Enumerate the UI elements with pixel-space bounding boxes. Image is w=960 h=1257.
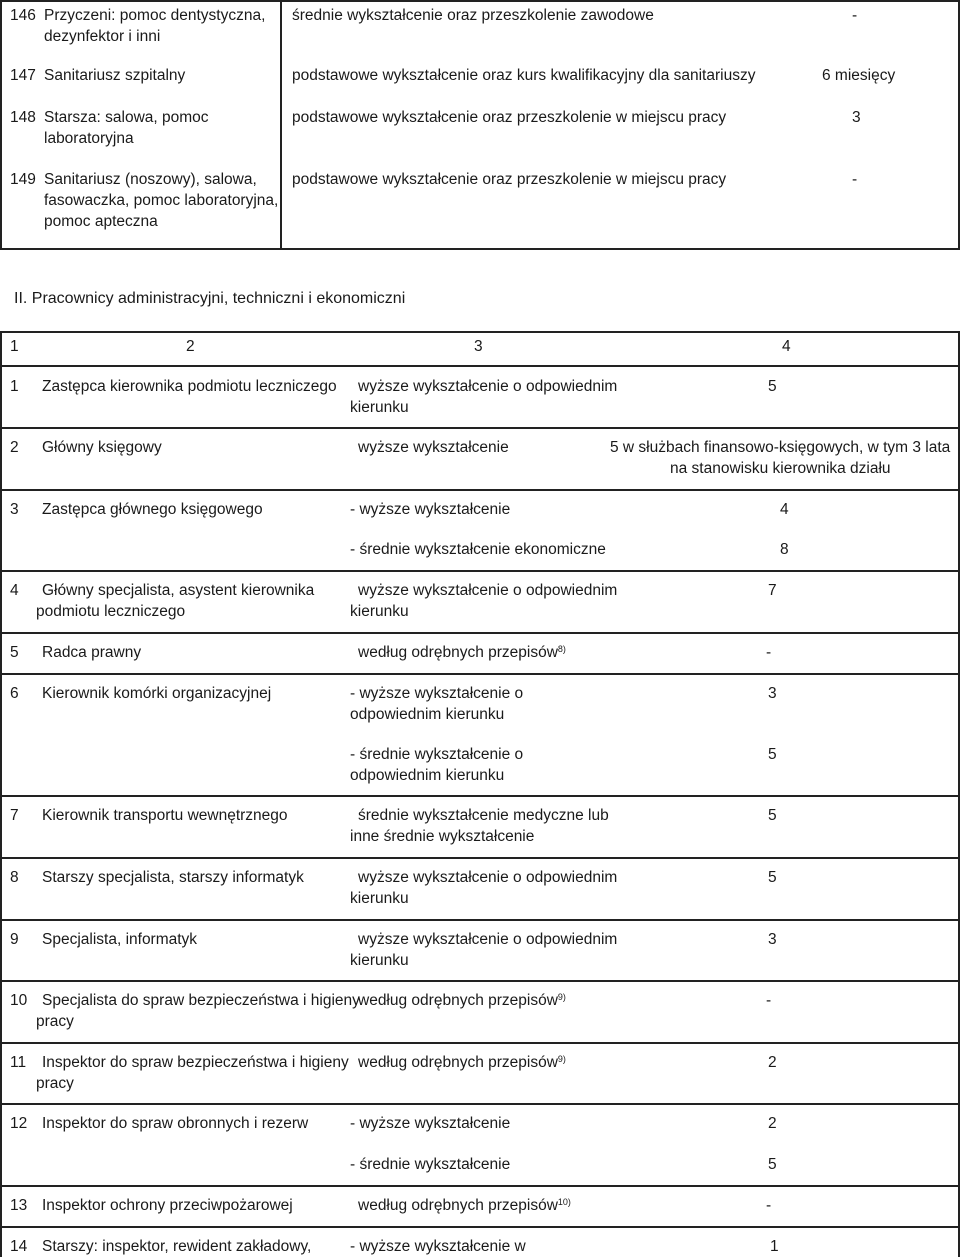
table-border xyxy=(0,919,960,921)
position-name: Sanitariusz szpitalny xyxy=(44,67,186,84)
position-name: Inspektor do spraw bezpieczeństwa i higieny xyxy=(42,1054,349,1071)
row-number: 14 xyxy=(10,1238,28,1255)
experience: - xyxy=(766,1197,772,1214)
experience: 2 xyxy=(768,1115,777,1132)
table-border xyxy=(0,632,960,634)
position-name: Zastępca głównego księgowego xyxy=(42,501,263,518)
position-name: podmiotu leczniczego xyxy=(36,603,186,620)
position-name: Sanitariusz (noszowy), salowa, xyxy=(44,171,257,188)
position-name: pomoc apteczna xyxy=(44,213,158,230)
experience: 4 xyxy=(780,501,789,518)
position-name: Specjalista do spraw bezpieczeństwa i higieny xyxy=(42,992,360,1009)
experience: 3 xyxy=(768,685,777,702)
position-name: pracy xyxy=(36,1075,74,1092)
experience: na stanowisku kierownika działu xyxy=(670,460,891,477)
table-border xyxy=(0,489,960,491)
experience: 1 xyxy=(770,1238,779,1255)
qualification: kierunku xyxy=(350,399,409,416)
qualification-text: według odrębnych przepisów xyxy=(358,644,558,661)
qualification: - średnie wykształcenie xyxy=(350,1156,511,1173)
position-name: Inspektor ochrony przeciwpożarowej xyxy=(42,1197,293,1214)
table-border xyxy=(0,331,960,333)
experience: - xyxy=(852,7,858,24)
row-number: 8 xyxy=(10,869,19,886)
position-name: Przyczeni: pomoc dentystyczna, xyxy=(44,7,266,24)
row-number: 6 xyxy=(10,685,19,702)
row-number: 5 xyxy=(10,644,19,661)
table-border xyxy=(0,980,960,982)
position-name: Zastępca kierownika podmiotu leczniczego xyxy=(42,378,337,395)
table-border xyxy=(0,673,960,675)
row-number: 7 xyxy=(10,807,19,824)
qualification-text: według odrębnych przepisów xyxy=(358,1054,558,1071)
table-border xyxy=(0,365,960,367)
experience: - xyxy=(766,644,772,661)
qualification: wyższe wykształcenie o odpowiednim xyxy=(358,869,618,886)
experience: 5 xyxy=(768,1156,777,1173)
qualification: średnie wykształcenie medyczne lub xyxy=(358,807,609,824)
experience: 6 miesięcy xyxy=(822,67,896,84)
position-name: Inspektor do spraw obronnych i rezerw xyxy=(42,1115,309,1132)
table-border xyxy=(280,0,282,250)
qualification: wyższe wykształcenie xyxy=(358,439,509,456)
experience: 5 xyxy=(768,378,777,395)
qualification-text: według odrębnych przepisów xyxy=(358,1197,558,1214)
footnote-ref: 10) xyxy=(557,1197,571,1207)
qualification: wyższe wykształcenie o odpowiednim xyxy=(358,582,618,599)
qualification: kierunku xyxy=(350,603,409,620)
qualification: - średnie wykształcenie ekonomiczne xyxy=(350,541,606,558)
qualification: inne średnie wykształcenie xyxy=(350,828,535,845)
experience: 5 xyxy=(768,746,777,763)
row-number: 13 xyxy=(10,1197,28,1214)
experience: 5 w służbach finansowo-księgowych, w tym 3 lata xyxy=(610,439,951,456)
position-name: Starszy specjalista, starszy informatyk xyxy=(42,869,304,886)
position-name: Starszy: inspektor, rewident zakładowy, xyxy=(42,1238,312,1255)
qualification: odpowiednim kierunku xyxy=(350,706,505,723)
footnote-ref: 9) xyxy=(557,1054,566,1064)
row-number: 148 xyxy=(10,109,36,126)
qualification: podstawowe wykształcenie oraz przeszkolenie w miejscu pracy xyxy=(292,109,727,126)
qualification: kierunku xyxy=(350,952,409,969)
qualification: - wyższe wykształcenie xyxy=(350,501,511,518)
table-border xyxy=(0,1103,960,1105)
position-name: Główny specjalista, asystent kierownika xyxy=(42,582,315,599)
column-header: 4 xyxy=(782,338,791,355)
qualification xyxy=(358,1195,571,1216)
column-header: 2 xyxy=(186,338,195,355)
row-number: 10 xyxy=(10,992,28,1009)
position-name: Radca prawny xyxy=(42,644,142,661)
row-number: 147 xyxy=(10,67,36,84)
position-name: fasowaczka, pomoc laboratoryjna, xyxy=(44,192,279,209)
table-border xyxy=(0,0,2,250)
qualification: - wyższe wykształcenie xyxy=(350,1115,511,1132)
experience: 2 xyxy=(768,1054,777,1071)
row-number: 3 xyxy=(10,501,19,518)
qualification xyxy=(358,642,566,663)
row-number: 11 xyxy=(10,1054,27,1071)
row-number: 2 xyxy=(10,439,19,456)
experience: - xyxy=(766,992,772,1009)
experience: 5 xyxy=(768,869,777,886)
row-number: 12 xyxy=(10,1115,28,1132)
qualification: - wyższe wykształcenie w xyxy=(350,1238,526,1255)
table-border xyxy=(0,795,960,797)
experience: 8 xyxy=(780,541,789,558)
table-border xyxy=(0,857,960,859)
section-title: II. Pracownicy administracyjni, techniczni i ekonomiczni xyxy=(14,290,406,307)
qualification: podstawowe wykształcenie oraz kurs kwalifikacyjny dla sanitariuszy xyxy=(292,67,756,84)
qualification: wyższe wykształcenie o odpowiednim xyxy=(358,931,618,948)
row-number: 149 xyxy=(10,171,36,188)
table-border xyxy=(0,331,2,1257)
position-name: Specjalista, informatyk xyxy=(42,931,198,948)
table-border xyxy=(0,570,960,572)
position-name: pracy xyxy=(36,1013,74,1030)
table-border xyxy=(0,1226,960,1228)
position-name: Starsza: salowa, pomoc xyxy=(44,109,209,126)
row-number: 146 xyxy=(10,7,36,24)
table-border xyxy=(0,248,960,250)
experience: 5 xyxy=(768,807,777,824)
footnote-ref: 8) xyxy=(557,644,566,654)
position-name: Główny księgowy xyxy=(42,439,162,456)
table-border xyxy=(0,0,960,2)
qualification: podstawowe wykształcenie oraz przeszkolenie w miejscu pracy xyxy=(292,171,727,188)
qualification: odpowiednim kierunku xyxy=(350,767,505,784)
column-header: 1 xyxy=(10,338,19,355)
qualification xyxy=(358,1052,566,1073)
position-name: dezynfektor i inni xyxy=(44,28,161,45)
position-name: laboratoryjna xyxy=(44,130,134,147)
row-number: 4 xyxy=(10,582,19,599)
footnote-ref: 9) xyxy=(557,992,566,1002)
table-border xyxy=(0,427,960,429)
qualification: średnie wykształcenie oraz przeszkolenie zawodowe xyxy=(292,7,654,24)
qualification: kierunku xyxy=(350,890,409,907)
table-border xyxy=(0,1042,960,1044)
column-header: 3 xyxy=(474,338,483,355)
qualification: - wyższe wykształcenie o xyxy=(350,685,524,702)
experience: 3 xyxy=(768,931,777,948)
experience: - xyxy=(852,171,858,188)
position-name: Kierownik transportu wewnętrznego xyxy=(42,807,288,824)
experience: 3 xyxy=(852,109,861,126)
position-name: Kierownik komórki organizacyjnej xyxy=(42,685,272,702)
qualification: wyższe wykształcenie o odpowiednim xyxy=(358,378,618,395)
qualification xyxy=(358,990,566,1011)
row-number: 1 xyxy=(10,378,19,395)
qualification: - średnie wykształcenie o xyxy=(350,746,524,763)
qualification-text: według odrębnych przepisów xyxy=(358,992,558,1009)
experience: 7 xyxy=(768,582,777,599)
row-number: 9 xyxy=(10,931,19,948)
table-border xyxy=(0,1185,960,1187)
